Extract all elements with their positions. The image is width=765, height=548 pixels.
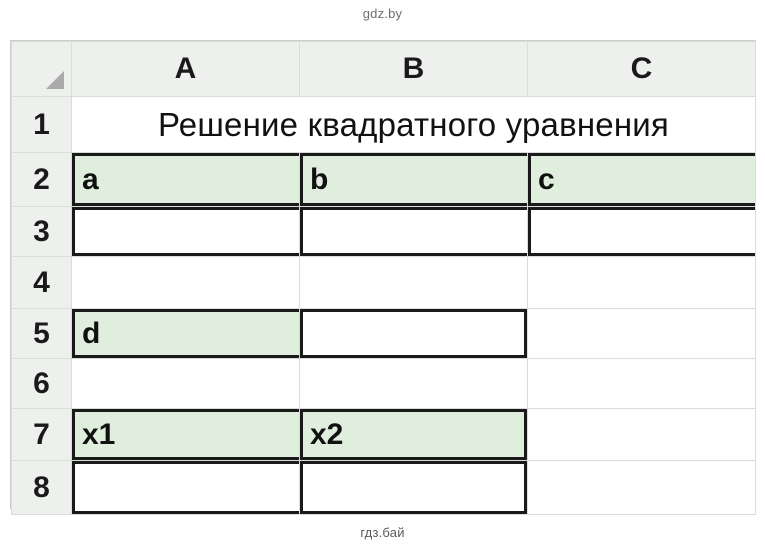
spreadsheet[interactable] [10,40,756,509]
cell-b6[interactable] [300,359,528,409]
cell-a4[interactable] [72,257,300,309]
cell-b7-text: x2 [310,417,344,451]
column-header-c[interactable]: C [528,42,756,97]
cell-b8[interactable] [300,461,528,515]
cell-a5-text: d [82,316,101,350]
cell-c7[interactable] [528,409,756,461]
select-all-corner[interactable] [12,42,72,97]
watermark-bottom: гдз.бай [360,525,405,540]
row-header-4[interactable]: 4 [12,257,72,309]
row-header-7[interactable]: 7 [12,409,72,461]
row-header-2[interactable]: 2 [12,153,72,207]
cell-c2-text: c [538,162,555,196]
column-header-b[interactable]: B [300,42,528,97]
cell-a2-text: a [82,162,99,196]
cell-b2[interactable] [300,153,528,207]
table-row[interactable] [12,257,756,309]
column-header-a[interactable]: A [72,42,300,97]
cell-c5[interactable] [528,309,756,359]
row-header-3[interactable]: 3 [12,207,72,257]
watermark-top: gdz.by [362,6,403,21]
row-header-1[interactable]: 1 [12,97,72,153]
table-row[interactable] [12,359,756,409]
cell-a8[interactable] [72,461,300,515]
cell-a6[interactable] [72,359,300,409]
table-row[interactable] [12,309,756,359]
cell-a3[interactable] [72,207,300,257]
cell-a5[interactable] [72,309,300,359]
cell-c2[interactable] [528,153,756,207]
cell-c3[interactable] [528,207,756,257]
cell-c6[interactable] [528,359,756,409]
cell-b7[interactable] [300,409,528,461]
row-header-8[interactable]: 8 [12,461,72,515]
table-row[interactable] [12,207,756,257]
title-text: Решение квадратного уравнения [158,105,669,143]
cell-b3[interactable] [300,207,528,257]
row-header-6[interactable]: 6 [12,359,72,409]
table-row[interactable] [12,409,756,461]
cell-a1-merged-title[interactable] [72,97,756,153]
cell-a7-text: x1 [82,417,116,451]
cell-a7[interactable] [72,409,300,461]
cell-b4[interactable] [300,257,528,309]
table-row[interactable] [12,97,756,153]
column-header-row [12,42,756,97]
cell-b2-text: b [310,162,329,196]
cell-b5[interactable] [300,309,528,359]
spreadsheet-grid[interactable] [11,41,756,515]
row-header-5[interactable]: 5 [12,309,72,359]
cell-c8[interactable] [528,461,756,515]
table-row[interactable] [12,461,756,515]
cell-c4[interactable] [528,257,756,309]
select-all-triangle-icon [46,71,64,89]
cell-a2[interactable] [72,153,300,207]
table-row[interactable] [12,153,756,207]
